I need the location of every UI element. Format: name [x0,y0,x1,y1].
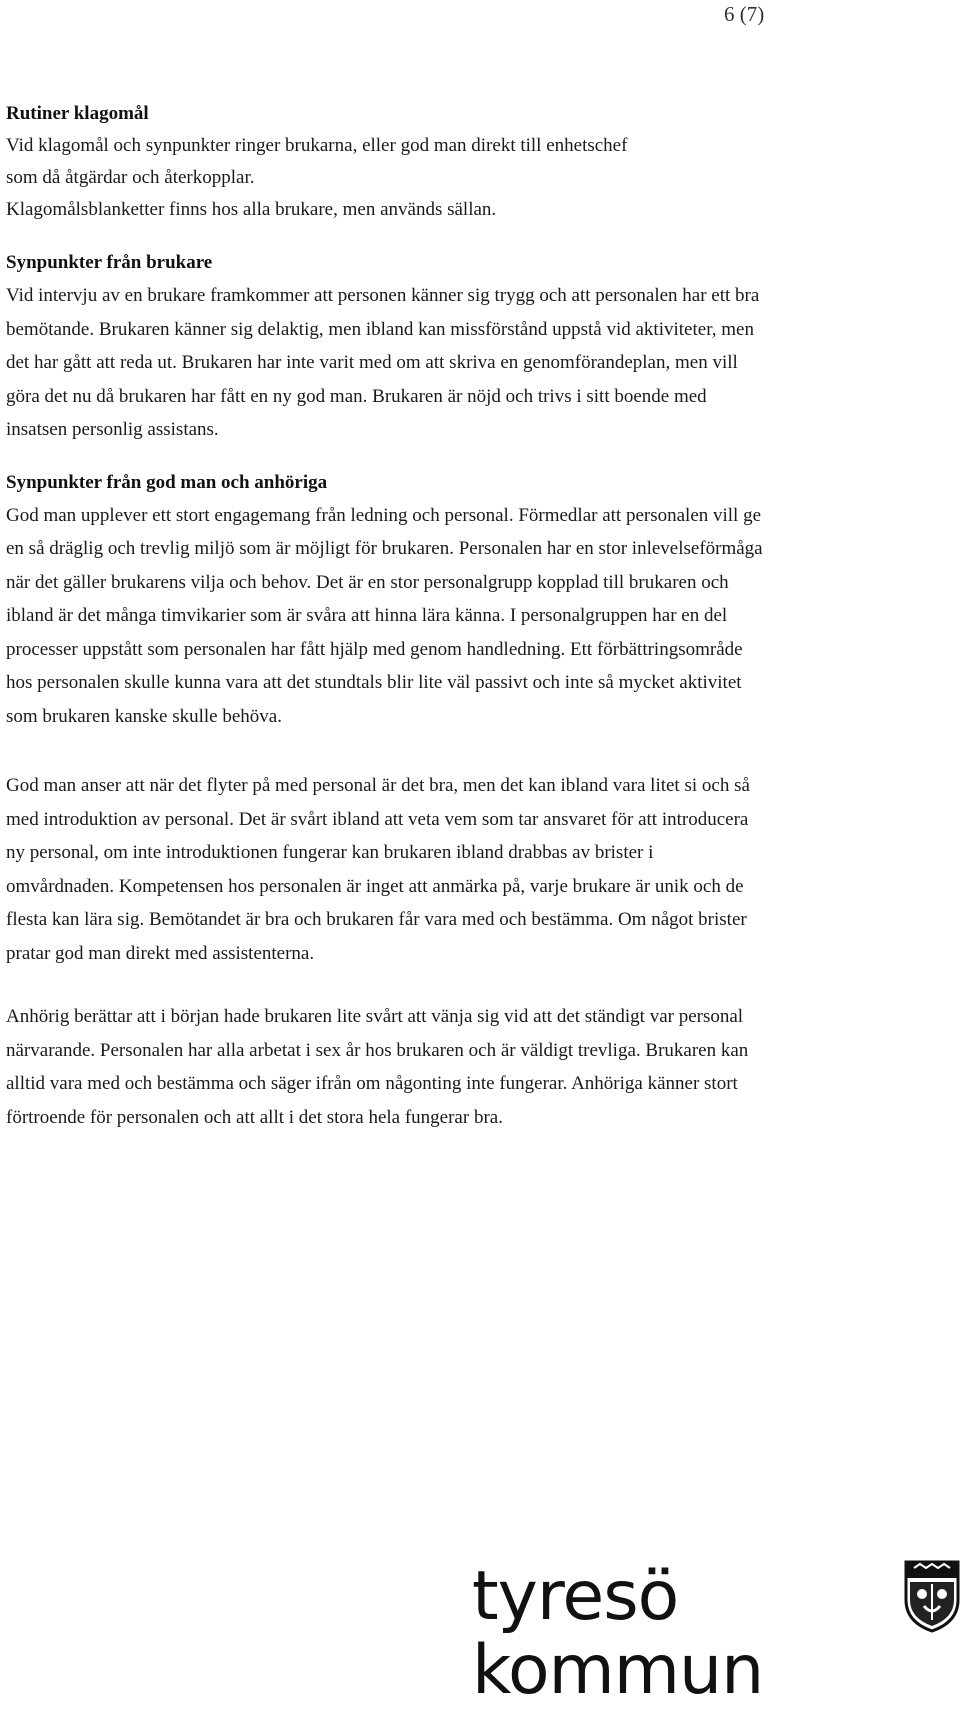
section-synpunkter-brukare [6,247,766,447]
body-paragraph: Vid intervju av en brukare framkommer att personen känner sig trygg och att personalen har ett bra bemötande. Brukaren känner sig delaktig, men ibland kan missförstånd uppstå vid aktiviteter, men det har gått att reda ut. Brukaren har inte varit med om att skriva en genomförandeplan, men vill göra det nu då brukaren har fått en ny god man. Brukaren är nöjd och trivs i sitt boende med insatsen personlig assistans. [6,285,760,440]
body-line: Klagomålsblanketter finns hos alla brukare, men används sällan. [6,199,497,220]
section-heading: Synpunkter från god man och anhöriga [6,471,328,493]
paragraph-god-man-introduktion [6,769,766,970]
section-heading: Rutiner klagomål [6,103,149,124]
body-paragraph: God man upplever ett stort engagemang från ledning och personal. Förmedlar att personalen vill ge en så dräglig och trevlig miljö som är möjligt för brukaren. Personalen har en stor inlevelseförmåga när det gäller brukarens vilja och behov. Det är en stor personalgrupp kopplad till brukaren och ibland är det många timvikarier som är svåra att hinna lära känna. I personalgruppen har en del processer uppstått som personalen har fått hjälp med genom handledning. Ett förbättringsområde hos personalen skulle kunna vara att det stundtals blir lite väl passivt och inte så mycket aktivitet som brukaren kanske skulle behöva. [6,504,763,727]
coat-of-arms-icon [904,1560,960,1633]
section-heading: Synpunkter från brukare [6,252,213,273]
body-paragraph: Anhörig berättar att i början hade brukaren lite svårt att vänja sig vid att det ständigt var personal närvarande. Personalen har alla arbetat i sex år hos brukaren och är väldigt trevliga. Brukaren kan alltid vara med och bestämma och säger ifrån om någonting inte fungerar. Anhöriga känner stort förtroende för personalen och att allt i det stora hela fungerar bra. [6,1006,749,1128]
page-number: 6 (7) [724,2,765,26]
paragraph-anhorig [6,1000,766,1134]
body-line: Vid klagomål och synpunkter ringer brukarna, eller god man direkt till enhetschef [6,135,628,156]
logo-wordmark: tyresö kommun [472,1557,764,1710]
body-paragraph: God man anser att när det flyter på med personal är det bra, men det kan ibland vara litet si och så med introduktion av personal. Det är svårt ibland att veta vem som tar ansvaret för att introducera ny personal, om inte introduktionen fungerar kan brukaren ibland drabbas av brister i omvårdnaden. Kompetensen hos personalen är inget att anmärka på, varje brukare är unik och de flesta kan lära sig. Bemötandet är bra och brukaren får vara med och bestämma. Om något brister pratar god man direkt med assistenterna. [6,775,750,964]
body-line: som då åtgärdar och återkopplar. [6,167,255,188]
document-body [6,98,766,1134]
section-rutiner-klagomal [6,98,766,226]
tyreso-kommun-logo [472,1557,960,1710]
section-synpunkter-god-man [6,467,766,734]
